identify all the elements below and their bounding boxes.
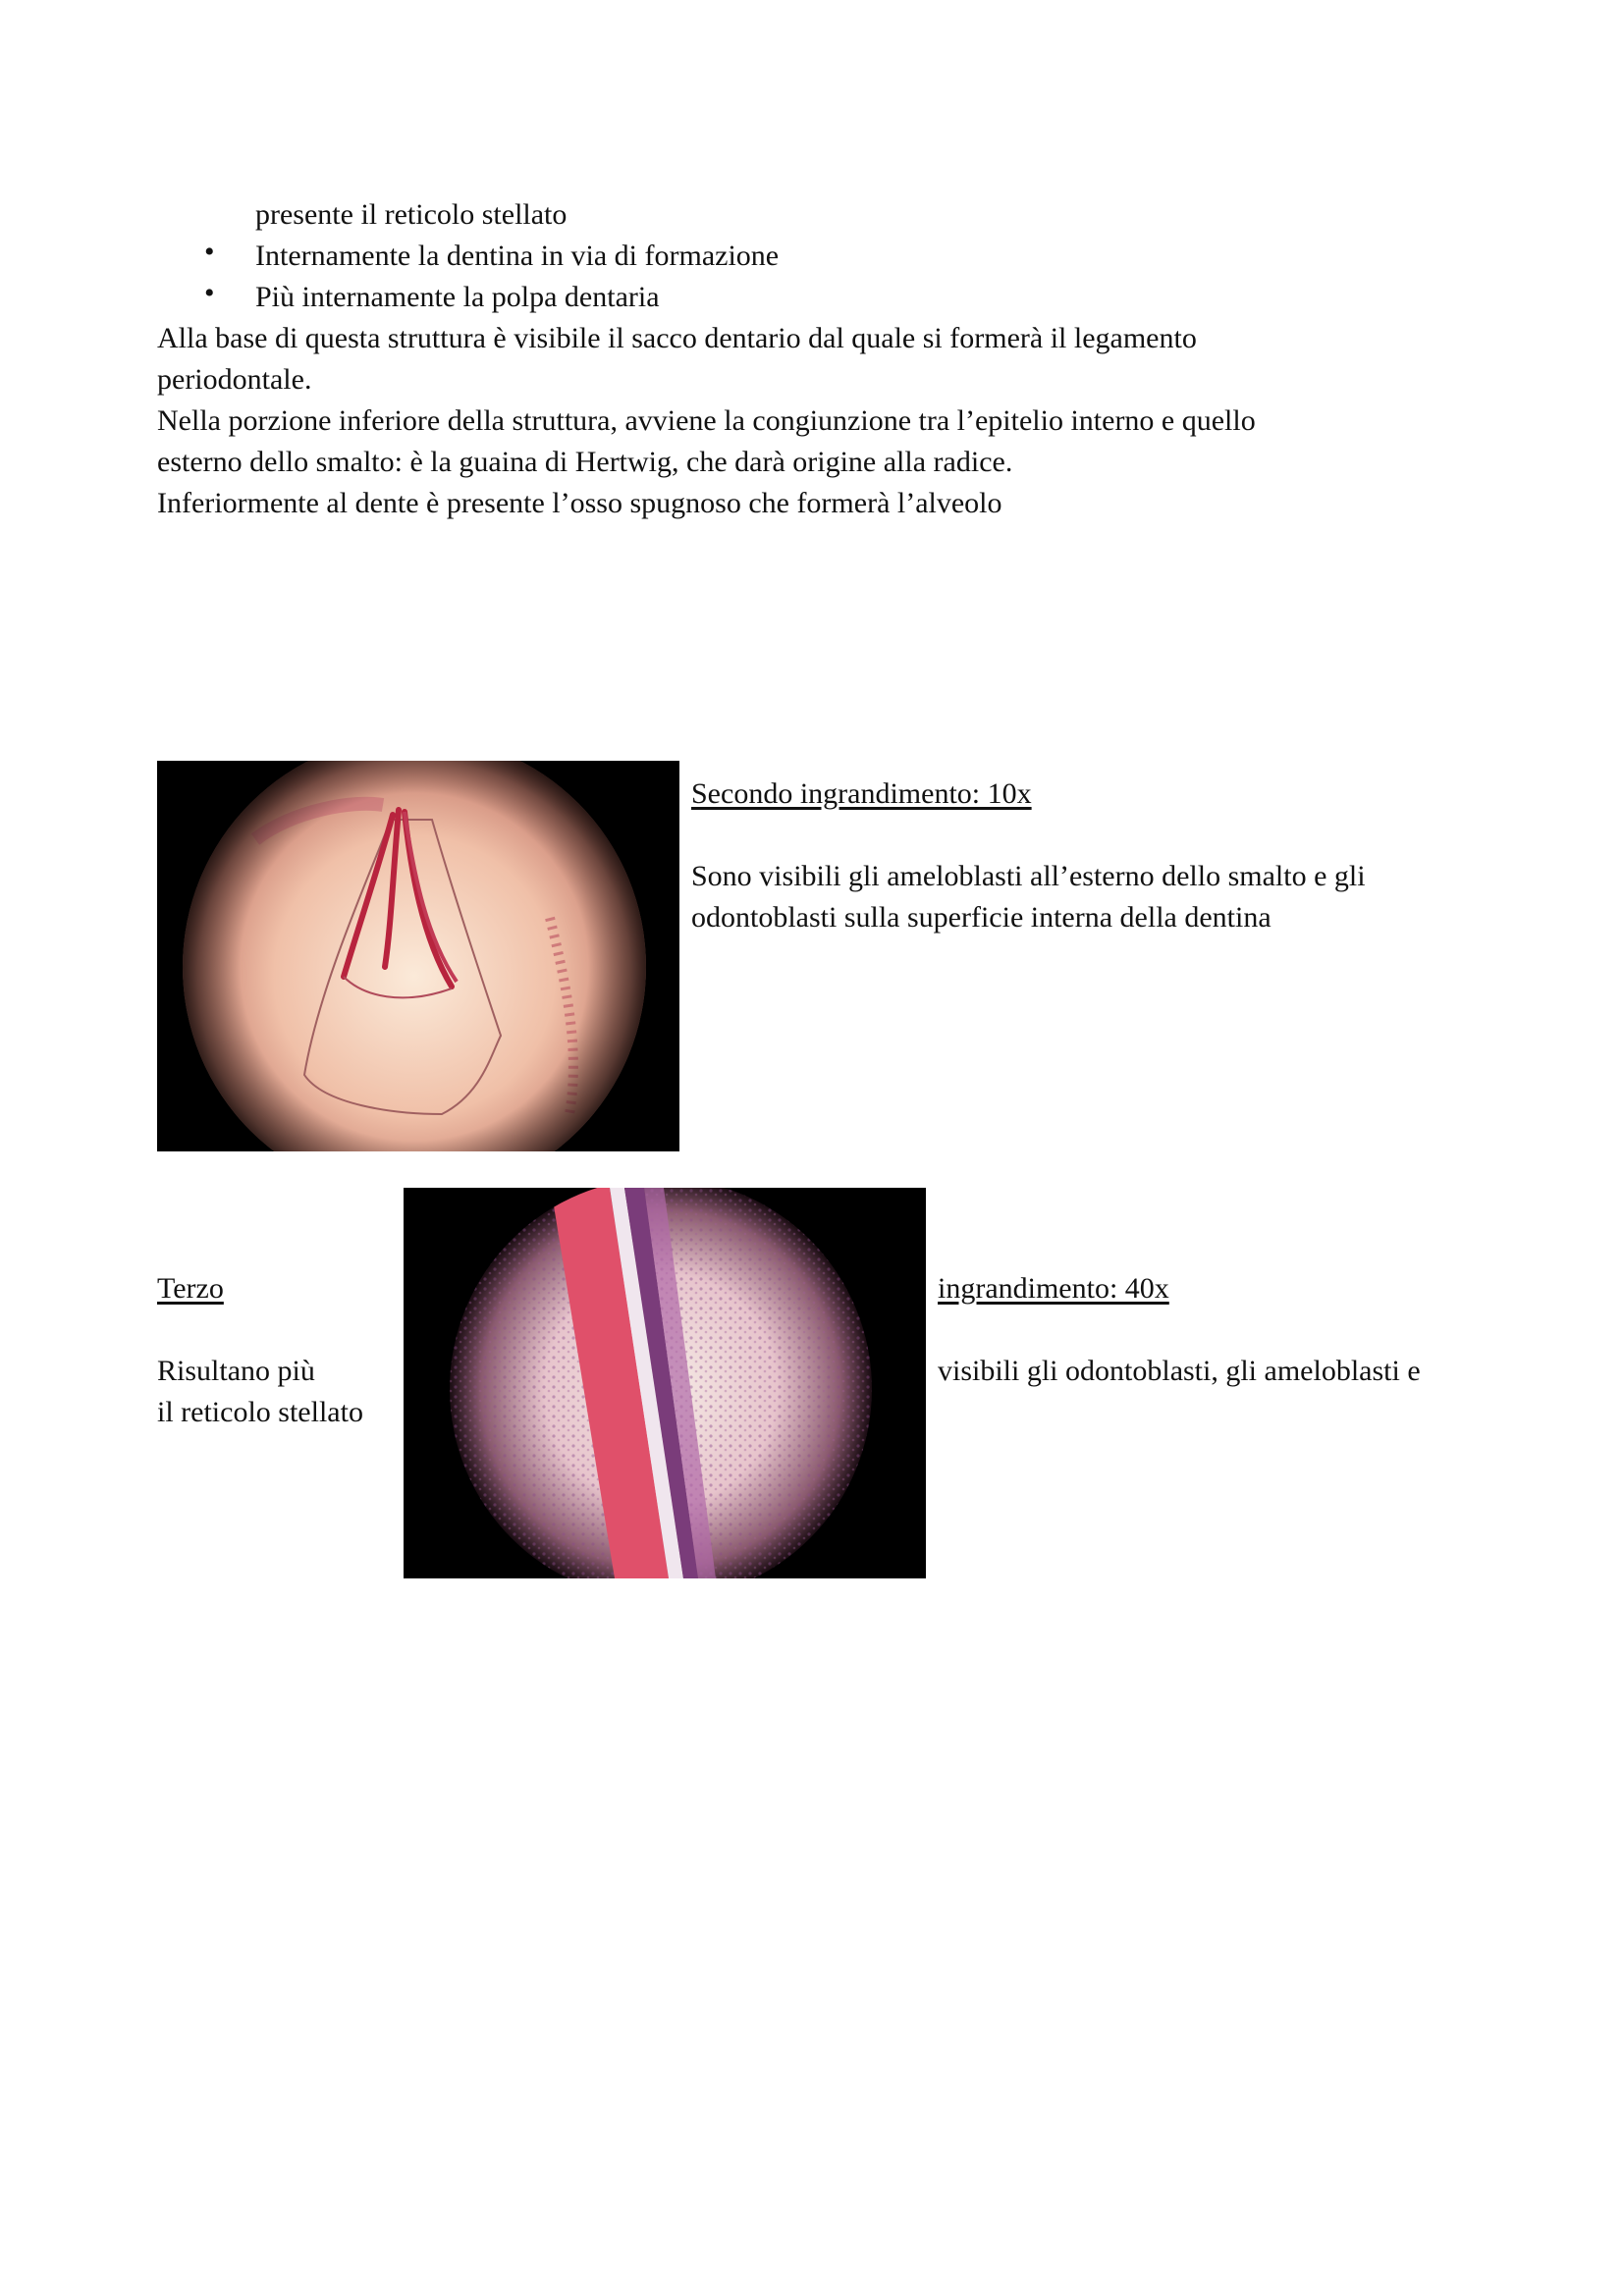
section-third-heading-left: Terzo <box>157 1272 224 1305</box>
section-third-heading-right: ingrandimento: 40x <box>938 1272 1169 1305</box>
micrograph-40x <box>404 1188 926 1578</box>
section-second-body: odontoblasti sulla superficie interna della dentina <box>691 901 1271 934</box>
bullet-item: Internamente la dentina in via di formazione <box>255 240 780 272</box>
section-third-body-left: il reticolo stellato <box>157 1396 363 1428</box>
bullet-item: Più internamente la polpa dentaria <box>255 281 660 313</box>
micrograph-10x <box>157 761 679 1151</box>
bullet-marker: • <box>204 277 215 309</box>
paragraph-line: esterno dello smalto: è la guaina di Hertwig, che darà origine alla radice. <box>157 446 1013 478</box>
section-third-body-right: visibili gli odontoblasti, gli ameloblasti e <box>938 1355 1421 1387</box>
paragraph-line: Nella porzione inferiore della struttura, avviene la congiunzione tra l’epitelio interno e quello <box>157 404 1256 437</box>
paragraph-line: Inferiormente al dente è presente l’osso spugnoso che formerà l’alveolo <box>157 487 1002 519</box>
paragraph-line: Alla base di questa struttura è visibile il sacco dentario dal quale si formerà il legamento <box>157 322 1197 354</box>
section-third-body-left: Risultano più <box>157 1355 315 1387</box>
bullet-marker: • <box>204 236 215 268</box>
section-second-body: Sono visibili gli ameloblasti all’esterno dello smalto e gli <box>691 860 1366 892</box>
paragraph-line: periodontale. <box>157 363 312 396</box>
continuation-line: presente il reticolo stellato <box>255 198 568 231</box>
section-second-heading: Secondo ingrandimento: 10x <box>691 777 1032 810</box>
